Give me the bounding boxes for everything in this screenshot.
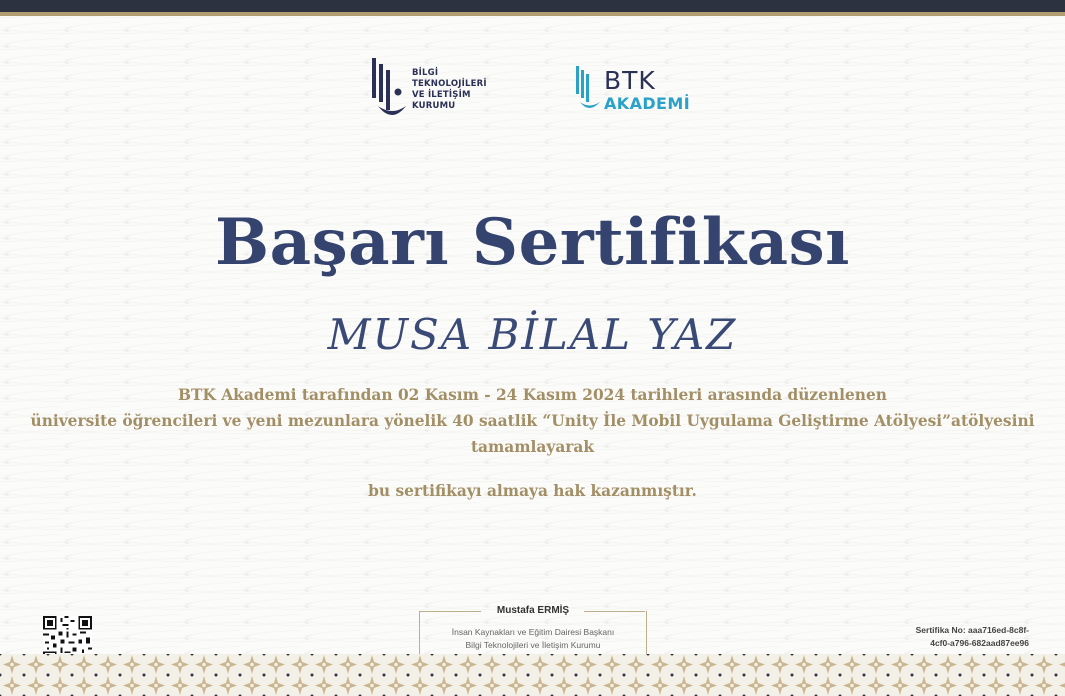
- certificate-text-line-4: bu sertifikayı almaya hak kazanmıştır.: [368, 482, 697, 500]
- certificate-number: [897, 624, 1029, 650]
- signatory-title: [419, 626, 647, 652]
- certificate-text-line-2: üniversite öğrencileri ve yeni mezunlara yönelik 40 saatlik “Unity İle Mobil Uygulama Geliştirme Atölyesi”atölyesini: [30, 412, 1035, 430]
- institution-line-2: TEKNOLOJİLERİ: [412, 79, 487, 89]
- btk-emblem-icon: [370, 56, 410, 124]
- akademi-logo-bottom-text: AKADEMİ: [604, 94, 691, 113]
- signatory-name: Mustafa ERMİŞ: [496, 605, 570, 616]
- institution-line-3: VE İLETİŞİM: [412, 90, 471, 100]
- certificate-number-line-2: 4cf0-a796-682aad87ee96: [930, 638, 1029, 648]
- akademi-logo-top-text: BTK: [604, 66, 656, 95]
- signatory-title-line-1: İnsan Kaynakları ve Eğitim Dairesi Başkanı: [451, 627, 615, 637]
- certificate-title: Başarı Sertifikası: [215, 205, 850, 280]
- institution-line-4: KURUMU: [412, 101, 456, 111]
- bottom-ornament-pattern: [0, 654, 1065, 696]
- certificate-text-line-1: BTK Akademi tarafından 02 Kasım - 24 Kasım 2024 tarihleri arasında düzenlenen: [178, 386, 887, 404]
- signatory-title-line-2: Bilgi Teknolojileri ve İletişim Kurumu: [465, 640, 601, 650]
- certificate-number-line-1: Sertifika No: aaa716ed-8c8f-: [915, 625, 1029, 635]
- akademi-emblem-icon: [574, 64, 604, 114]
- btk-institution-logo: [370, 56, 500, 124]
- certificate-text-line-3: tamamlayarak: [470, 438, 595, 456]
- top-gold-line: [0, 12, 1065, 16]
- institution-line-1: BİLGİ: [412, 68, 439, 78]
- recipient-name: MUSA BİLAL YAZ: [327, 310, 738, 359]
- btk-akademi-logo: [574, 64, 704, 116]
- top-border-bar: [0, 0, 1065, 12]
